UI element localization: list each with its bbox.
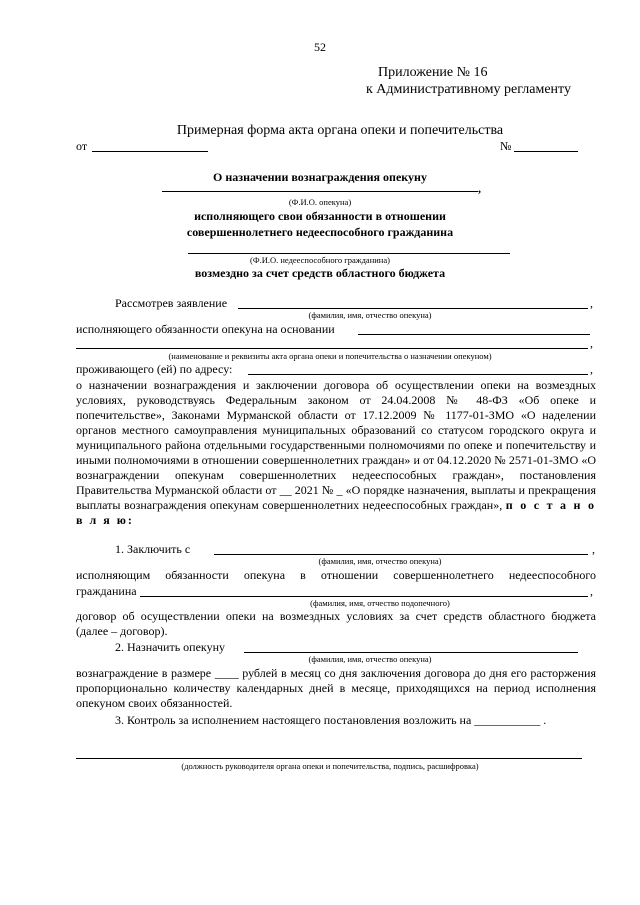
- date-field: [92, 140, 208, 152]
- ward-name-line: [188, 252, 510, 254]
- applicant-caption: (фамилия, имя, отчество опекуна): [308, 310, 432, 320]
- ward-caption: (Ф.И.О. недееспособного гражданина): [250, 255, 390, 265]
- item1-line3: гражданина: [76, 584, 137, 598]
- item1-caption: (фамилия, имя, отчество опекуна): [318, 556, 442, 566]
- application-label: Рассмотрев заявление: [115, 296, 228, 310]
- basis-caption: (наименование и реквизиты акта органа опеки и попечительства о назначении опекуном): [168, 351, 492, 361]
- heading-reward: О назначении вознаграждения опекуну: [213, 170, 427, 184]
- basis-field: [358, 323, 590, 335]
- basis-field-2: [76, 337, 588, 349]
- page-number: 52: [314, 40, 326, 54]
- decree-word: п о с т а н о в л я ю:: [76, 498, 597, 527]
- item1-ward-field: [140, 585, 588, 597]
- body-paragraph: [76, 378, 596, 528]
- signature-line: [76, 757, 582, 759]
- item2-guardian-field: [244, 641, 578, 653]
- appendix-line1: Приложение № 16: [378, 65, 488, 80]
- heading-budget: возмездно за счет средств областного бюджета: [194, 266, 446, 280]
- number-prefix: №: [500, 139, 512, 153]
- heading-duties-line2: совершеннолетнего недееспособного гражданина: [186, 225, 454, 239]
- address-field: [248, 363, 588, 375]
- comma: ,: [590, 362, 593, 376]
- body-text: о назначении вознаграждения и заключении договора об осуществлении опеки на возмездных условиях, руководствуясь Федеральным законом от 24.04.2008 № 48-ФЗ «Об опеке и попечительстве», Законами Мурманской области от 17.12.2009 № 1177-01-ЗМО «О наделении органов местного самоуправления муниципальных образований со статусом городского округа и муниципального района отдельными государственными полномочиями по опеке и попечительству и иными полномочиями в отношении совершеннолетних граждан» и от 04.12.2020 № 2571-01-ЗМО «О вознаграждении опекунам совершеннолетних недееспособных граждан», постановления Правительства Мурманской области от __ 2021 № _ «О порядке назначения, выплаты и прекращения выплаты вознаграждения опекунам совершеннолетних недееспособных граждан»,: [76, 378, 596, 512]
- item1-line2: исполняющим обязанности опекуна в отношении совершеннолетнего недееспособного: [76, 568, 596, 582]
- guardian-name-line: [162, 190, 478, 192]
- basis-label: исполняющего обязанности опекуна на основании: [76, 322, 335, 336]
- comma: ,: [590, 296, 593, 310]
- comma: ,: [590, 584, 593, 598]
- item3-text: 3. Контроль за исполнением настоящего постановления возложить на ___________ .: [115, 713, 547, 727]
- comma: ,: [590, 336, 593, 350]
- date-prefix: от: [76, 139, 88, 153]
- comma: ,: [592, 542, 595, 556]
- item1-guardian-field: [214, 543, 588, 555]
- comma: ,: [478, 181, 481, 195]
- number-field: [514, 140, 578, 152]
- item1-caption2: (фамилия, имя, отчество подопечного): [310, 598, 450, 608]
- guardian-caption: (Ф.И.О. опекуна): [288, 197, 352, 207]
- item2-text: вознаграждение в размере ____ рублей в месяц со дня заключения договора до дня его расторжения пропорционально количеству календарных дней в месяце, приходящихся на период исполнения опекуном своих обязанностей.: [76, 666, 596, 710]
- heading-duties-line1: исполняющего свои обязанности в отношении: [194, 209, 446, 223]
- item1-label: 1. Заключить с: [115, 542, 191, 556]
- applicant-name-field: [238, 297, 588, 309]
- address-label: проживающего (ей) по адресу:: [76, 362, 233, 376]
- appendix-line2: к Административному регламенту: [366, 82, 571, 97]
- signature-caption: (должность руководителя органа опеки и попечительства, подпись, расшифровка): [181, 761, 479, 771]
- item2-caption: (фамилия, имя, отчество опекуна): [308, 654, 432, 664]
- form-title: Примерная форма акта органа опеки и попечительства: [176, 123, 504, 138]
- item1-text: договор об осуществлении опеки на возмездных условиях за счет средств областного бюджета (далее – договор).: [76, 609, 596, 638]
- item2-label: 2. Назначить опекуну: [115, 640, 226, 654]
